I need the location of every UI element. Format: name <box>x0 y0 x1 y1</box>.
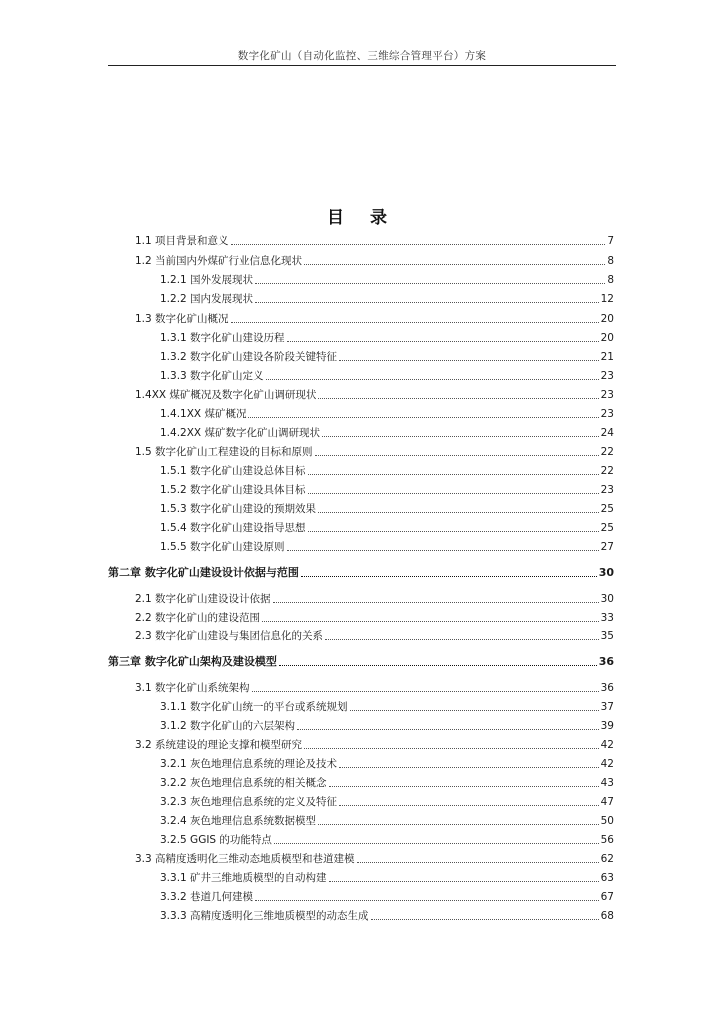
toc-entry-text: 3.3.3 高精度透明化三维地质模型的动态生成 <box>160 910 369 922</box>
toc-entry-text: 1.4XX 煤矿概况及数字化矿山调研现状 <box>135 389 317 401</box>
toc-page-number: 22 <box>600 465 614 477</box>
toc-page-number: 63 <box>600 872 614 884</box>
toc-page-number: 8 <box>607 255 614 267</box>
toc-page-number: 20 <box>600 332 614 344</box>
toc-entry-text: 1.3.3 数字化矿山定义 <box>160 370 264 382</box>
toc-entry[interactable] <box>160 330 614 346</box>
toc-dot-leader <box>315 455 599 456</box>
toc-entry[interactable] <box>135 233 614 249</box>
toc-dot-leader <box>322 436 599 437</box>
toc-page-number: 62 <box>600 853 614 865</box>
toc-page-number: 27 <box>600 541 614 553</box>
toc-entry-text: 1.2 当前国内外煤矿行业信息化现状 <box>135 255 303 267</box>
toc-title: 目 录 <box>327 208 397 228</box>
toc-page-number: 12 <box>600 293 614 305</box>
toc-entry[interactable] <box>135 311 614 327</box>
toc-dot-leader <box>318 398 598 399</box>
toc-entry[interactable] <box>160 775 614 791</box>
toc-page-number: 24 <box>600 427 614 439</box>
toc-dot-leader <box>339 767 599 768</box>
toc-page-number: 47 <box>600 796 614 808</box>
page-header-title: 数字化矿山（自动化监控、三维综合管理平台）方案 <box>237 50 487 62</box>
toc-page-number: 22 <box>600 446 614 458</box>
toc-dot-leader <box>255 283 605 284</box>
toc-entry[interactable] <box>160 463 614 479</box>
toc-entry[interactable] <box>160 756 614 772</box>
toc-page-number: 30 <box>598 566 614 579</box>
toc-entry[interactable] <box>160 539 614 555</box>
toc-entry[interactable] <box>160 368 614 384</box>
toc-entry-text: 1.5.1 数字化矿山建设总体目标 <box>160 465 306 477</box>
toc-dot-leader <box>357 862 599 863</box>
toc-page-number: 25 <box>600 503 614 515</box>
toc-page-number: 42 <box>600 758 614 770</box>
toc-page-number: 33 <box>600 612 614 624</box>
toc-dot-leader <box>308 531 599 532</box>
toc-entry[interactable] <box>160 870 614 886</box>
toc-entry[interactable] <box>160 832 614 848</box>
toc-page-number: 56 <box>600 834 614 846</box>
toc-entry-text: 1.4.2XX 煤矿数字化矿山调研现状 <box>160 427 320 439</box>
toc-entry[interactable] <box>160 699 614 715</box>
toc-dot-leader <box>255 900 599 901</box>
toc-entry-text: 3.3.1 矿井三维地质模型的自动构建 <box>160 872 327 884</box>
toc-entry[interactable] <box>160 889 614 905</box>
toc-page-number: 39 <box>600 720 614 732</box>
toc-page-number: 37 <box>600 701 614 713</box>
toc-entry-text: 3.2 系统建设的理论支撑和模型研究 <box>135 739 303 751</box>
toc-entry[interactable] <box>135 680 614 696</box>
toc-entry-text: 2.2 数字化矿山的建设范围 <box>135 612 261 624</box>
toc-entry[interactable] <box>135 610 614 626</box>
toc-dot-leader <box>339 360 599 361</box>
toc-dot-leader <box>325 639 599 640</box>
toc-entry[interactable] <box>135 628 614 644</box>
toc-dot-leader <box>350 710 599 711</box>
toc-page-number: 36 <box>598 655 614 668</box>
toc-entry[interactable] <box>160 272 614 288</box>
toc-entry-text: 3.1.2 数字化矿山的六层架构 <box>160 720 296 732</box>
toc-page-number: 23 <box>600 484 614 496</box>
toc-dot-leader <box>371 919 599 920</box>
toc-dot-leader <box>318 512 599 513</box>
toc-entry-text: 1.5.3 数字化矿山建设的预期效果 <box>160 503 317 515</box>
toc-dot-leader <box>287 341 599 342</box>
toc-entry-text: 1.5 数字化矿山工程建设的目标和原则 <box>135 446 313 458</box>
toc-entry[interactable] <box>135 851 614 867</box>
toc-entry-text: 3.2.4 灰色地理信息系统数据模型 <box>160 815 317 827</box>
toc-page-number: 23 <box>600 389 614 401</box>
toc-page-number: 67 <box>600 891 614 903</box>
toc-entry-text: 第二章 数字化矿山建设设计依据与范围 <box>108 566 299 579</box>
toc-entry-text: 1.2.2 国内发展现状 <box>160 293 254 305</box>
toc-page-number: 36 <box>600 682 614 694</box>
toc-dot-leader <box>262 621 599 622</box>
toc-entry[interactable] <box>160 406 614 422</box>
toc-entry-text: 1.5.4 数字化矿山建设指导思想 <box>160 522 306 534</box>
toc-entry[interactable] <box>135 737 614 753</box>
toc-entry-text: 1.3.1 数字化矿山建设历程 <box>160 332 285 344</box>
toc-entry[interactable] <box>160 813 614 829</box>
toc-dot-leader <box>308 474 599 475</box>
toc-dot-leader <box>248 417 598 418</box>
toc-page-number: 8 <box>607 274 614 286</box>
toc-dot-leader <box>252 691 599 692</box>
toc-entry-text: 3.1 数字化矿山系统架构 <box>135 682 250 694</box>
toc-page-number: 23 <box>600 370 614 382</box>
toc-entry-text: 1.3 数字化矿山概况 <box>135 313 229 325</box>
toc-page-number: 50 <box>600 815 614 827</box>
toc-dot-leader <box>308 493 599 494</box>
toc-entry-text: 2.3 数字化矿山建设与集团信息化的关系 <box>135 630 324 642</box>
toc-chapter-entry[interactable] <box>108 565 614 581</box>
toc-dot-leader <box>301 576 597 577</box>
toc-dot-leader <box>231 244 606 245</box>
toc-chapter-entry[interactable] <box>108 654 614 670</box>
toc-entry-text: 2.1 数字化矿山建设设计依据 <box>135 593 271 605</box>
toc-dot-leader <box>231 322 599 323</box>
toc-page-number: 43 <box>600 777 614 789</box>
toc-dot-leader <box>279 665 597 666</box>
toc-dot-leader <box>304 748 599 749</box>
toc-entry[interactable] <box>135 444 614 460</box>
toc-entry[interactable] <box>160 291 614 307</box>
toc-dot-leader <box>266 379 599 380</box>
toc-dot-leader <box>255 302 599 303</box>
toc-page-number: 68 <box>600 910 614 922</box>
toc-dot-leader <box>339 805 599 806</box>
toc-entry-text: 3.3.2 巷道几何建模 <box>160 891 254 903</box>
toc-entry-text: 1.5.2 数字化矿山建设具体目标 <box>160 484 306 496</box>
toc-entry-text: 3.2.1 灰色地理信息系统的理论及技术 <box>160 758 338 770</box>
toc-entry[interactable] <box>135 253 614 269</box>
toc-page-number: 20 <box>600 313 614 325</box>
toc-entry[interactable] <box>160 501 614 517</box>
toc-entry[interactable] <box>160 520 614 536</box>
toc-entry[interactable] <box>135 387 614 403</box>
toc-page-number: 35 <box>600 630 614 642</box>
toc-entry-text: 1.1 项目背景和意义 <box>135 235 229 247</box>
toc-page-number: 23 <box>600 408 614 420</box>
toc-dot-leader <box>287 550 599 551</box>
toc-entry[interactable] <box>160 349 614 365</box>
toc-page-number: 25 <box>600 522 614 534</box>
toc-entry[interactable] <box>160 908 614 924</box>
toc-page-number: 21 <box>600 351 614 363</box>
toc-entry[interactable] <box>135 591 614 607</box>
toc-entry[interactable] <box>160 794 614 810</box>
toc-entry-text: 1.5.5 数字化矿山建设原则 <box>160 541 285 553</box>
toc-page-number: 30 <box>600 593 614 605</box>
toc-dot-leader <box>273 602 599 603</box>
header-rule <box>108 65 616 66</box>
toc-entry-text: 3.1.1 数字化矿山统一的平台或系统规划 <box>160 701 348 713</box>
toc-entry-text: 1.2.1 国外发展现状 <box>160 274 254 286</box>
toc-entry[interactable] <box>160 482 614 498</box>
toc-page-number: 42 <box>600 739 614 751</box>
toc-entry[interactable] <box>160 425 614 441</box>
toc-entry-text: 3.2.2 灰色地理信息系统的相关概念 <box>160 777 327 789</box>
toc-dot-leader <box>274 843 599 844</box>
toc-entry-text: 3.2.5 GGIS 的功能特点 <box>160 834 272 846</box>
toc-dot-leader <box>329 786 599 787</box>
toc-page-number: 7 <box>607 235 614 247</box>
toc-entry-text: 第三章 数字化矿山架构及建设模型 <box>108 655 277 668</box>
toc-dot-leader <box>329 881 599 882</box>
toc-entry-text: 3.2.3 灰色地理信息系统的定义及特征 <box>160 796 338 808</box>
toc-dot-leader <box>297 729 599 730</box>
toc-dot-leader <box>304 264 605 265</box>
toc-entry-text: 1.4.1XX 煤矿概况 <box>160 408 247 420</box>
toc-dot-leader <box>318 824 599 825</box>
toc-entry[interactable] <box>160 718 614 734</box>
toc-entry-text: 3.3 高精度透明化三维动态地质模型和巷道建模 <box>135 853 355 865</box>
toc-entry-text: 1.3.2 数字化矿山建设各阶段关键特征 <box>160 351 338 363</box>
